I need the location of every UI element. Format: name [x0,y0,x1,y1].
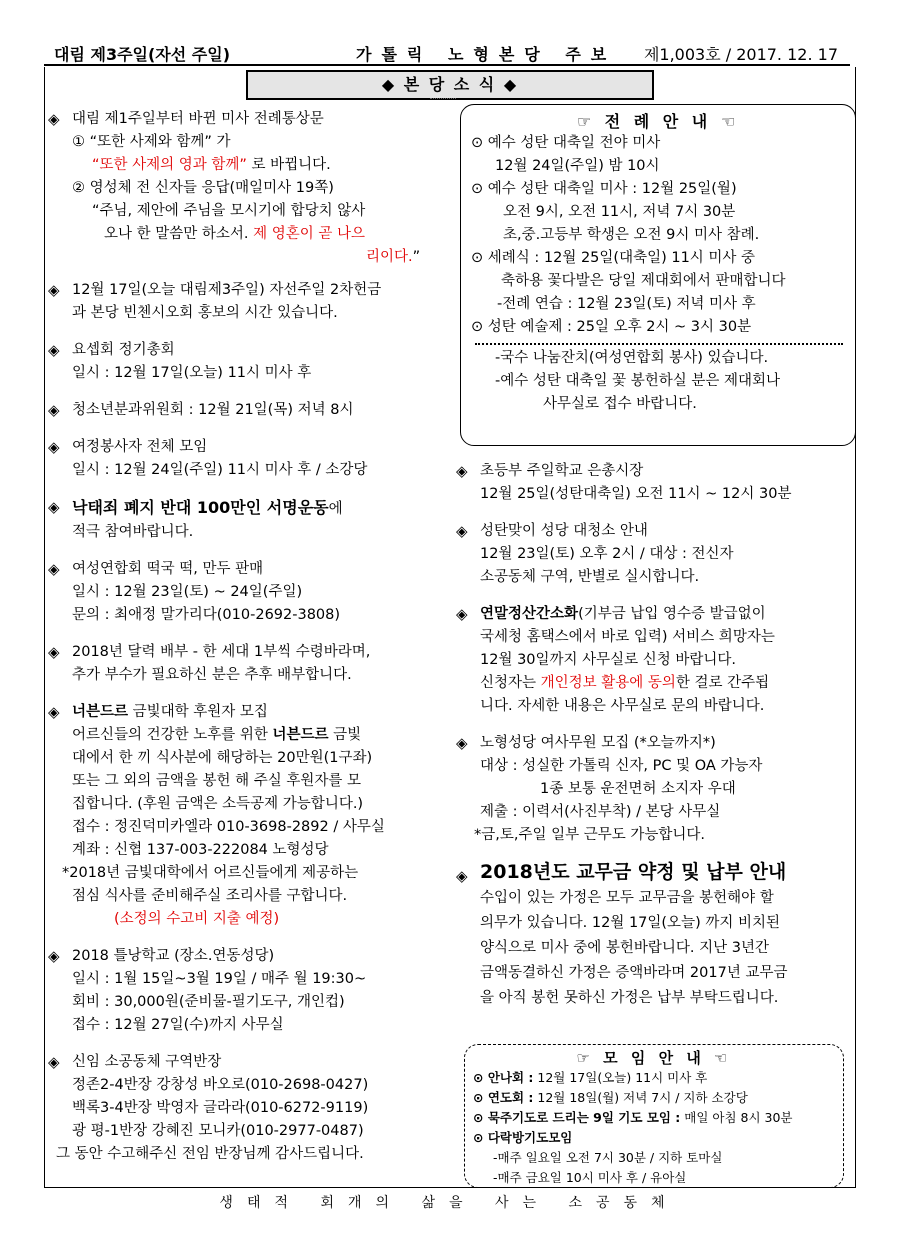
diamond-bullet-icon: ◈ [48,401,60,419]
notice-liturgy-text: ◈ 대림 제1주일부터 바뀐 미사 전례통상문 ① “또한 사제와 함께” 가 “또한 사제의 영과 함께” 로 바뀝니다. ② 영성체 전 신자들 응답(매일미사 19쪽) “주님, 제안에 주님을 모시기에 합당치 않사 오나 한 말씀만 하소서. 제 영혼이 곧 나으 리이다.” [48,110,421,265]
footer-slogan: 생태적 회개의 삶을 사는 소공동체 [219,1195,679,1211]
bulletin-title: 가톨릭 노형본당 주보 [356,45,617,64]
notice-calendar: ◈ 2018년 달력 배부 - 한 세대 1부씩 수령바라며, 추가 부수가 필요하신 분은 추후 배부합니다. [48,643,371,683]
diamond-bullet-icon: ◈ [48,110,60,128]
diamond-bullet-icon: ◈ [48,498,60,516]
diamond-bullet-icon: ◈ [456,462,468,480]
diamond-bullet-icon: ◈ [456,605,468,623]
diamond-bullet-icon: ◈ [48,643,60,661]
notice-youth-committee: ◈ 청소년분과위원회 : 12월 21일(목) 저녁 8시 [48,399,448,422]
notice-joseph-meeting: ◈ 요셉회 정기총회 일시 : 12월 17일(오늘) 11시 미사 후 [48,341,312,381]
diamond-bullet-icon: ◈ [456,867,468,885]
diamond-bullet-icon: ◈ [456,522,468,540]
diamond-bullet-icon: ◈ [48,341,60,359]
notice-school: ◈ 2018 틀낭학교 (장소.연동성당) 일시 : 1월 15일~3월 19일 / 매주 월 19:30~ 회비 : 30,000원(준비물-필기도구, 개인컵) 접수 : 12월 27일(수)까지 사무실 [48,947,367,1033]
meeting-box: ☞ 모 임 안 내 ☜ ⊙ 안나회 : 12월 17일(오늘) 11시 미사 후 ⊙ 연도회 : 12월 18일(월) 저녁 7시 / 지하 소강당 ⊙ 묵주기도로 드리는 9일 기도 모임 : 매일 아침 8시 30분 ⊙ 다락방기도모임 -매주 일요일 오전 7시 30분 / 지하 토마실 -매주 금요일 10시 미사 후 / 유아실 [464,1044,844,1188]
notice-new-leaders: ◈ 신임 소공동체 구역반장 정존2-4반장 강창성 바오로(010-2698-0427) 백록3-4반장 박영자 글라라(010-6272-9119) 광 평-1반장 강혜진 모니카(010-2977-0487) 그 동안 수고해주신 전임 반장님께 감사드립니다. [48,1053,369,1162]
left-column [48,108,448,1176]
meeting-title: ☞ 모 임 안 내 ☜ [576,1049,732,1067]
diamond-bullet-icon: ◈ [456,734,468,752]
diamond-bullet-icon: ◈ [48,947,60,965]
liturgy-title: ☞ 전 례 안 내 ☜ [576,112,740,131]
diamond-bullet-icon: ◈ [48,281,60,299]
notice-grace-market: ◈ 초등부 주일학교 은총시장 12월 25일(성탄대축일) 오전 11시 ~ 12시 30분 [456,462,792,502]
notice-church-dues: ◈ 2018년도 교무금 약정 및 납부 안내 수입이 있는 가정은 모두 교무금을 봉헌해야 할 의무가 있습니다. 12월 17일(오늘) 까지 비치된 양식으로 미사 중에 봉헌바랍니다. 지난 3년간 금액동결하신 가정은 증액바라며 2017년 교무금 을 아직 봉헌 못하신 가정은 납부 부탁드립니다. [456,861,788,1006]
notice-staff-recruit: ◈ 노형성당 여사무원 모집 (*오늘까지*) 대상 : 성실한 가톨릭 신자, PC 및 OA 가능자 1종 보통 운전면허 소지자 우대 제출 : 이력서(사진부착) / 본당 사무실 *금,토,주일 일부 근무도 가능합니다. [456,734,763,843]
liturgy-box: ☞ 전 례 안 내 ☜ ⊙ 예수 성탄 대축일 전야 미사 12월 24일(주일) 밤 10시 ⊙ 예수 성탄 대축일 미사 : 12월 25일(월) 오전 9시, 오전 11시, 저녁 7시 30분 초,중.고등부 학생은 오전 9시 미사 참례. ⊙ 세례식 : 12월 25일(대축일) 11시 미사 중 축하용 꽃다발은 당일 제대회에서 판매합니다 -전례 연습 : 12월 23일(토) 저녁 미사 후 ⊙ 성탄 예술제 : 25일 오후 2시 ~ 3시 30분 -국수 나눔잔치(여성연합회 봉사) 있습니다. -예수 성탄 대축일 꽃 봉헌하실 분은 제대회나 사무실로 접수 바랍니다. [460,104,856,446]
notice-golden-college: ◈ 너븐드르 금빛대학 후원자 모집 어르신들의 건강한 노후를 위한 너븐드르 금빛 대에서 한 끼 식사분에 해당하는 20만원(1구좌) 또는 그 외의 금액을 봉헌 해 주실 후원자를 모 집합니다. (후원 금액은 소득공제 가능합니다.) 접수 : 정진덕미카엘라 010-3698-2892 / 사무실 계좌 : 신협 137-003-222084 노형성당 *2018년 금빛대학에서 어르신들에게 제공하는 점심 식사를 준비해주실 조리사를 구합니다. (소정의 수고비 지출 예정) [48,703,385,927]
bulletin-header [44,42,850,66]
dotted-divider [475,343,843,345]
diamond-bullet-icon: ◈ [48,1053,60,1071]
issue-week: 대림 제3주일(자선 주일) [54,45,231,64]
right-column [456,460,848,1021]
notice-cleaning: ◈ 성탄맞이 성당 대청소 안내 12월 23일(토) 오후 2시 / 대상 : 전신자 소공동체 구역, 반별로 실시합니다. [456,522,734,585]
notice-rice-cake-sale: ◈ 여성연합회 떡국 떡, 만두 판매 일시 : 12월 23일(토) ~ 24일(주일) 문의 : 최애정 말가리다(010-2692-3808) [48,560,341,623]
divider [430,98,456,99]
notice-tax-receipt: ◈ 연말정산간소화(기부금 납입 영수증 발급없이 국세청 홈택스에서 바로 입력) 서비스 희망자는 12월 30일까지 사무실로 신청 바랍니다. 신청자는 개인정보 활용에 동의한 걸로 간주됩 니다. 자세한 내용은 사무실로 문의 바랍니다. [456,605,775,714]
diamond-bullet-icon: ◈ [48,703,60,721]
notice-petition: ◈ 낙태죄 폐지 반대 100만인 서명운동에 적극 참여바랍니다. [48,498,343,540]
diamond-bullet-icon: ◈ [48,560,60,578]
section-banner: ◆ 본 당 소 식 ◆ [246,70,654,100]
diamond-bullet-icon: ◈ [48,438,60,456]
notice-charity-sunday: ◈ 12월 17일(오늘 대림제3주일) 자선주일 2차헌금 과 본당 빈첸시오회 홍보의 시간 있습니다. [48,281,382,321]
notice-volunteer-meeting: ◈ 여정봉사자 전체 모임 일시 : 12월 24일(주일) 11시 미사 후 / 소강당 [48,438,368,478]
issue-number-date: 제1,003호 / 2017. 12. 17 [643,45,838,64]
